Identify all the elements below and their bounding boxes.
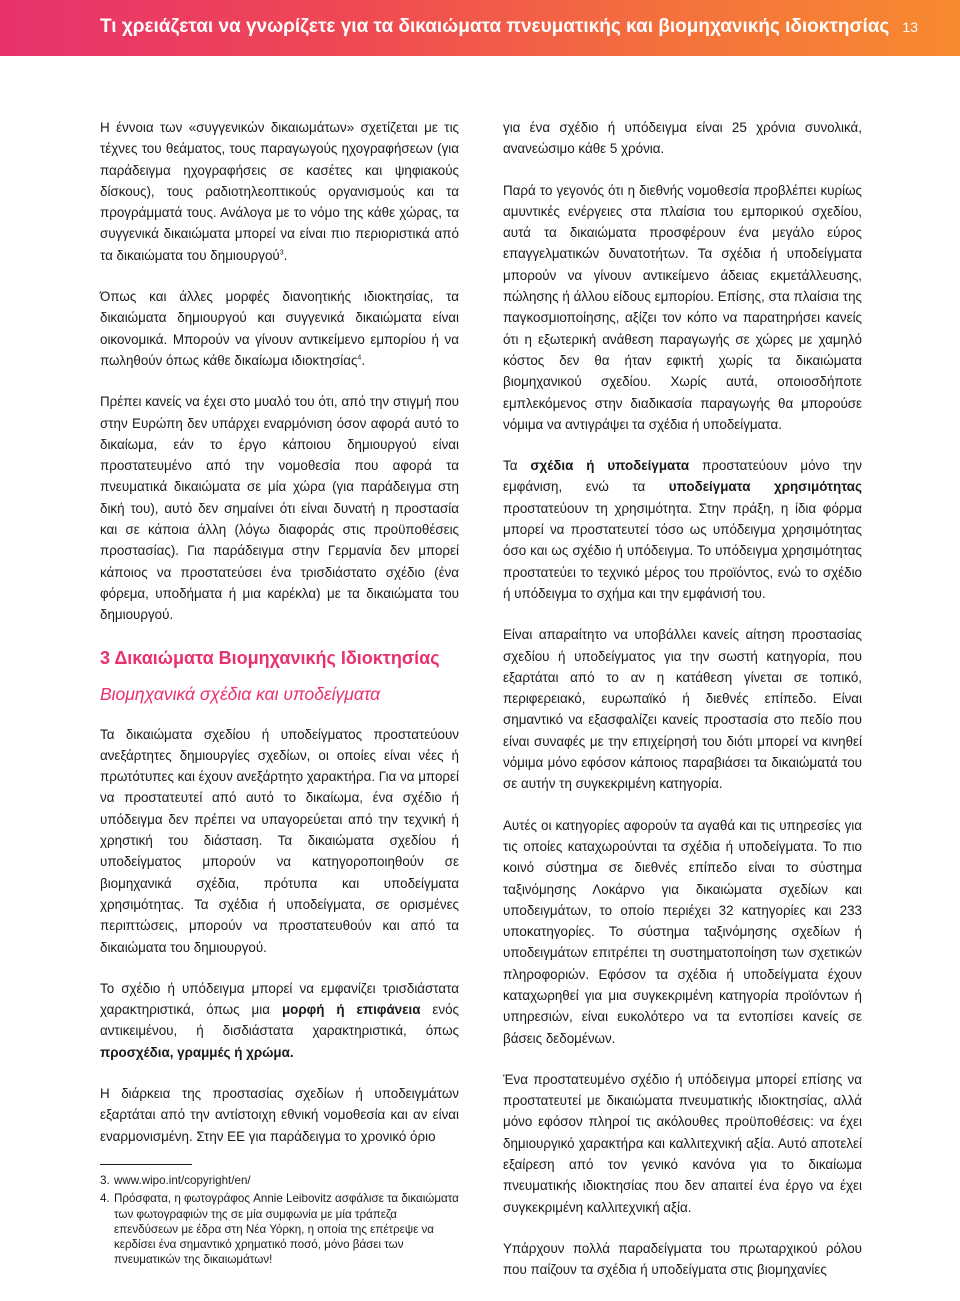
paragraph: Το σχέδιο ή υπόδειγμα μπορεί να εμφανίζει τρισδιάστατα χαρακτηριστικά, όπως μια μορφή ή επιφάνεια ενός αντικειμένου, ή δισδιάστατα χαρακτηριστικά, όπως προσχέδια, γραμμές ή χρώμα. bbox=[100, 980, 459, 1060]
page-number: 13 bbox=[902, 19, 918, 35]
subsection-heading: Βιομηχανικά σχέδια και υποδείγματα bbox=[100, 683, 381, 704]
paragraph: Τα δικαιώματα σχεδίου ή υποδείγματος προστατεύουν ανεξάρτητες δημιουργίες σχεδίων, οι οποίες είναι νέες ή πρωτότυπες και έχουν ανεξάρτητο χαρακτήρα. Για να μπορεί να προστατευτεί από αυτό το δικαίωμα, ένα σχέδιο ή υπόδειγμα δεν πρέπει να υπαγορεύεται από την τεχνική ή χρηστική του διάσταση. Τα δικαιώματα σχεδίου ή υποδείγματος μπορούν να κατηγοροποιηθούν σε βιομηχανικά σχέδια, πρότυπα και υποδείγματα χρησιμότητας. Τα σχέδια ή υποδείγματα, σε ορισμένες περιπτώσεις, μπορούν να προστατευθούν και από τα δικαιώματα του δημιουργού. bbox=[100, 726, 459, 955]
section-heading: 3 Δικαιώματα Βιομηχανικής Ιδιοκτησίας bbox=[100, 647, 440, 668]
paragraph: Είναι απαραίτητο να υποβάλλει κανείς αίτηση προστασίας σχεδίου ή υποδείγματος για την σωστή κατηγορία, που εξαρτάται από το αν η κατάθεση γίνεται σε τοπικό, περιφερειακό, ευρωπαϊκό ή διεθνές επίπεδο. Είναι σημαντικό να εξασφαλίζει κανείς προστασία στο πεδίο που είναι συναφές με την επιχείρησή του διότι μπορεί να κινηθεί νόμιμα μόνο εφόσον κάποιος παραβιάσει τα δικαιώματά του σε αυτήν τη συγκεκριμένη κατηγορία. bbox=[503, 627, 862, 792]
bold-term: προσχέδια, γραμμές ή χρώμα. bbox=[100, 1044, 294, 1060]
bold-term: υποδείγματα χρησιμότητας bbox=[668, 479, 862, 495]
bold-term: σχέδια ή υποδείγματα bbox=[530, 458, 690, 474]
paragraph: Παρά το γεγονός ότι η διεθνής νομοθεσία προβλέπει κυρίως αμυντικές ενέργειες στα πλαίσια του εμπορικού σχεδίου, αυτά τα δικαιώματα προσφέρουν ένα μεγάλο εύρος επαγγελματικών δυνατοτήτων. Τα σχέδια ή υποδείγματα μπορούν να γίνουν αντικείμενο άδειας εκμετάλλευσης, πώλησης ή άλλου είδους εμπορίου. Επίσης, στα πλαίσια της παγκοσμιοποίησης, αξίζει τον κόπο να παρατηρήσει κανείς ότι η εξωτερική ανάθεση παραγωγής σε χώρες με χαμηλό κόστος δεν θα ήταν εφικτή χωρίς τα δικαιώματα βιομηχανικού σχεδίου. Χωρίς αυτά, οποιοσδήποτε εμπλεκόμενος στην διαδικασία παραγωγής θα μπορούσε νόμιμα να αντιγράψει τα σχέδια ή υποδείγματα. bbox=[503, 182, 862, 432]
paragraph: Η διάρκεια της προστασίας σχεδίων ή υποδειγμάτων εξαρτάται από την αντίστοιχη εθνική νομοθεσία και αν είναι εναρμονισμένη. Στην ΕΕ για παράδειγμα το χρονικό όριο bbox=[100, 1085, 459, 1144]
paragraph: Ένα προστατευμένο σχέδιο ή υπόδειγμα μπορεί επίσης να προστατευτεί με δικαιώματα πνευματικής ιδιοκτησίας, αλλά μόνο εφόσον πληροί τις ακόλουθες προϋποθέσεις: να έχει δημιουργικό χαρακτήρα και καλλιτεχνική αξία. Αυτό αποτελεί εξαίρεση από τον γενικό κανόνα για το δικαίωμα πνευματικής ιδιοκτησίας που δεν απαιτεί ένα έργο να έχει συγκεκριμένη καλλιτεχνική αξία. bbox=[503, 1071, 862, 1215]
footnote-ref[interactable]: 3 bbox=[279, 249, 284, 257]
paragraph: Πρέπει κανείς να έχει στο μυαλό του ότι, από την στιγμή που στην Ευρώπη δεν υπάρχει εναρμόνιση όσον αφορά αυτό το δικαίωμα, εάν το έργο κάποιου δημιουργού είναι προστατευμένο από την νομοθεσία που αφορά τα πνευματικά δικαιώματα σε μία χώρα (για παράδειγμα στη δική του), αυτό δεν σημαίνει ότι είναι δυνατή η προστασία και σε κάποια άλλη (λόγω διαφοράς στις προϋποθέσεις προστασίας). Για παράδειγμα στην Γερμανία δεν μπορεί κάποιος να προστατεύσει ένα τρισδιάστατο σχέδιο (ένα φόρεμα, υποδήματα ή μια καρέκλα) με τα δικαιώματα του δημιουργού. bbox=[100, 394, 459, 623]
footnote-divider bbox=[100, 1164, 192, 1165]
footnotes bbox=[100, 1173, 459, 1271]
left-column bbox=[100, 117, 459, 1167]
footnote: 4. Πρόσφατα, η φωτογράφος Annie Leibovitz ασφάλισε τα δικαιώματα των φωτογραφιών της σε μία συμφωνία με μία τράπεζα επενδύσεων με έδρα στη Νέα Υόρκη, η οποία της επέτρεψε να κερδίσει ένα σημαντικό χρηματικό ποσό, μόνο βάσει των πνευματικών της δικαιωμάτων! bbox=[100, 1192, 459, 1267]
paragraph: Τα σχέδια ή υποδείγματα προστατεύουν μόνο την εμφάνιση, ενώ τα υποδείγματα χρησιμότητας προστατεύουν τη χρησιμότητα. Στην πράξη, η ίδια φόρμα μπορεί να προστατευτεί τόσο ως υπόδειγμα χρησιμότητας όσο και ως σχέδιο ή υπόδειγμα. Το υπόδειγμα χρησιμότητας προστατεύει το τεχνικό μέρος του προϊόντος, ενώ το σχέδιο ή υπόδειγμα το σχήμα και την εμφάνισή του. bbox=[503, 458, 863, 601]
footnote: 3. www.wipo.int/copyright/en/ bbox=[100, 1174, 251, 1187]
paragraph: για ένα σχέδιο ή υπόδειγμα είναι 25 χρόνια συνολικά, ανανεώσιμο κάθε 5 χρόνια. bbox=[503, 120, 862, 157]
page-title: Τι χρειάζεται να γνωρίζετε για τα δικαιώματα πνευματικής και βιομηχανικής ιδιοκτησίας bbox=[100, 16, 890, 37]
paragraph: Υπάρχουν πολλά παραδείγματα του πρωταρχικού ρόλου που παίζουν τα σχέδια ή υποδείγματα στις βιομηχανίες bbox=[503, 1240, 862, 1278]
header-banner bbox=[0, 0, 960, 56]
footnote-ref[interactable]: 4 bbox=[357, 354, 362, 362]
right-column bbox=[503, 117, 862, 1301]
bold-term: μορφή ή επιφάνεια bbox=[281, 1002, 421, 1018]
paragraph: Η έννοια των «συγγενικών δικαιωμάτων» σχετίζεται με τις τέχνες του θεάματος, τους παραγωγούς ηχογραφήσεων (για παράδειγμα ηχογραφήσεις σε κασέτες και ψηφιακούς δίσκους), τους ραδιοτηλεοπτικούς οργανισμούς και τα προγράμματά τους. Ανάλογα με το νόμο της κάθε χώρας, τα συγγενικά δικαιώματα μπορεί να είναι πιο περιοριστικά από τα δικαιώματα του δημιουργού$^3$. bbox=[100, 120, 459, 263]
paragraph: Όπως και άλλες μορφές διανοητικής ιδιοκτησίας, τα δικαιώματα δημιουργού και συγγενικά δικαιώματα είναι οικονομικά. Μπορούν να γίνουν αντικείμενο εμπορίου ή να πωληθούν όπως κάθε δικαίωμα ιδιοκτησίας$^4$. bbox=[100, 289, 459, 368]
paragraph: Αυτές οι κατηγορίες αφορούν τα αγαθά και τις υπηρεσίες για τις οποίες καταχωρούνται τα σχέδια ή υποδείγματα. Το πιο κοινό σύστημα σε διεθνές επίπεδο είναι το σύστημα ταξινόμησης Λοκάρνο για δικαιώματα σχεδίων και υποδειγμάτων, το οποίο περιέχει 32 κατηγορίες και 233 υποκατηγορίες. Το σύστημα ταξινόμησης σχεδίων ή υποδειγμάτων επιτρέπει τη συστηματοποίηση των σχετικών πληροφοριών. Εφόσον τα σχέδια ή υποδείγματα έχουν καταχωρηθεί για μια συγκεκριμένη κατηγορία προϊόντων ή υπηρεσιών, είναι ευκολότερο να τα εντοπίσει κανείς σε βάσεις δεδομένων. bbox=[503, 817, 862, 1046]
